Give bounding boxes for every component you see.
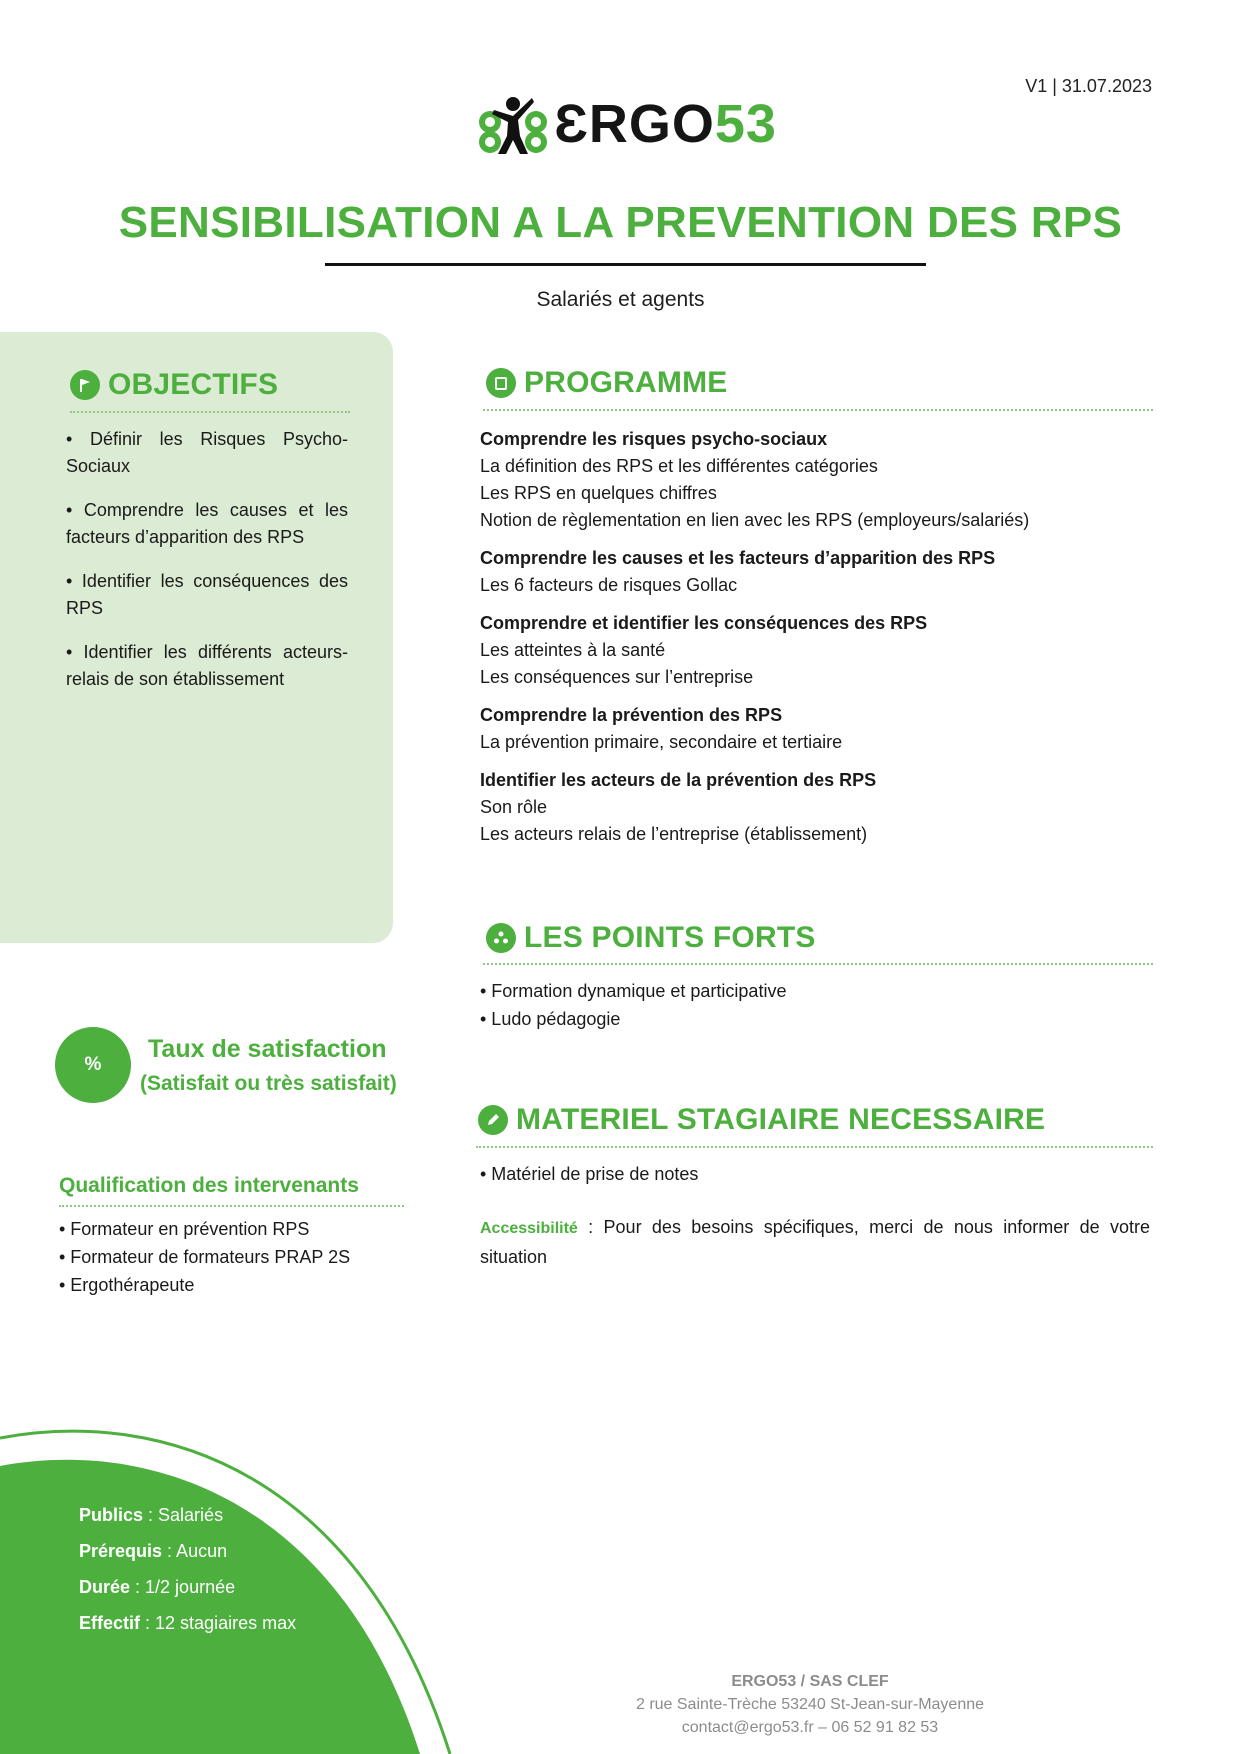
programme-block	[480, 767, 1160, 848]
programme-line: La prévention primaire, secondaire et tertiaire	[480, 732, 843, 752]
logo-wordmark: ƐRGO53	[554, 94, 777, 154]
programme-line: Les RPS en quelques chiffres	[480, 483, 717, 503]
programme-block-title: Comprendre les causes et les facteurs d’apparition des RPS	[480, 548, 996, 568]
list-item: • Identifier les conséquences des RPS	[66, 571, 348, 618]
list-item: • Ludo pédagogie	[480, 1009, 621, 1029]
qualification-heading: Qualification des intervenants	[59, 1174, 359, 1197]
list-item: • Ergothérapeute	[59, 1275, 195, 1295]
list-item: • Formateur en prévention RPS	[59, 1219, 310, 1239]
pencil-icon	[478, 1105, 508, 1135]
objectives-heading: OBJECTIFS	[70, 368, 352, 402]
qualification-list	[59, 1215, 350, 1299]
book-icon	[486, 368, 516, 398]
programme-divider	[483, 409, 1153, 411]
programme-block	[480, 545, 1160, 599]
page-title: SENSIBILISATION A LA PREVENTION DES RPS	[118, 198, 1123, 247]
list-item: • Définir les Risques Psycho-Sociaux	[66, 429, 348, 476]
footer-company: ERGO53 / SAS CLEF	[731, 1673, 889, 1690]
course-info	[79, 1497, 296, 1641]
page-subtitle: Salariés et agents	[536, 288, 705, 311]
flag-icon	[70, 370, 100, 400]
list-item: • Formation dynamique et participative	[480, 981, 787, 1001]
list-item: • Matériel de prise de notes	[480, 1164, 699, 1184]
percent-badge: %	[55, 1027, 131, 1103]
accessibility-label: Accessibilité	[480, 1220, 578, 1237]
strengths-heading: LES POINTS FORTS	[486, 921, 1156, 955]
logo-figure-icon	[476, 92, 556, 160]
group-icon	[486, 923, 516, 953]
ergo53-logo	[476, 92, 776, 160]
list-item: • Identifier les différents acteurs-relais de son établissement	[66, 642, 348, 689]
programme-block-title: Comprendre la prévention des RPS	[480, 705, 783, 725]
objectives-divider	[70, 411, 350, 413]
accessibility-note	[480, 1213, 1150, 1271]
programme-line: La définition des RPS et les différentes catégories	[480, 456, 878, 476]
material-divider	[476, 1146, 1153, 1148]
list-item: • Formateur de formateurs PRAP 2S	[59, 1247, 351, 1267]
footer-address: 2 rue Sainte-Trèche 53240 St-Jean-sur-Mayenne	[635, 1696, 985, 1713]
info-effectif: Effectif : 12 stagiaires max	[79, 1613, 297, 1633]
programme-line: Notion de règlementation en lien avec les RPS (employeurs/salariés)	[480, 510, 1030, 530]
accessibility-text: : Pour des besoins spécifiques, merci de nous informer de votre situation	[480, 1217, 1150, 1267]
info-duree: Durée : 1/2 journée	[79, 1577, 236, 1597]
material-heading: MATERIEL STAGIAIRE NECESSAIRE	[478, 1103, 1158, 1137]
version-date: V1 | 31.07.2023	[1025, 76, 1152, 96]
info-prerequis: Prérequis : Aucun	[79, 1541, 228, 1561]
satisfaction-subtitle: (Satisfait ou très satisfait)	[140, 1072, 397, 1095]
programme-line: Les 6 facteurs de risques Gollac	[480, 575, 738, 595]
programme-block	[480, 426, 1160, 534]
qualification-divider	[59, 1205, 404, 1207]
footer-contact: contact@ergo53.fr – 06 52 91 82 53	[681, 1719, 939, 1736]
programme-line: Les acteurs relais de l’entreprise (établissement)	[480, 824, 868, 844]
objectives-list	[66, 426, 348, 710]
programme-heading: PROGRAMME	[486, 366, 1156, 400]
programme-line: Son rôle	[480, 797, 548, 817]
programme-block-title: Comprendre et identifier les conséquences des RPS	[480, 613, 928, 633]
programme-block	[480, 702, 1160, 756]
programme-content	[480, 426, 1160, 859]
strengths-list	[480, 977, 786, 1033]
material-list	[480, 1160, 698, 1188]
list-item: • Comprendre les causes et les facteurs d’apparition des RPS	[66, 500, 348, 547]
programme-block-title: Identifier les acteurs de la prévention des RPS	[480, 770, 877, 790]
programme-line: Les conséquences sur l’entreprise	[480, 667, 754, 687]
programme-block	[480, 610, 1160, 691]
programme-line: Les atteintes à la santé	[480, 640, 666, 660]
programme-block-title: Comprendre les risques psycho-sociaux	[480, 429, 828, 449]
title-underline	[325, 263, 926, 266]
strengths-divider	[483, 963, 1153, 965]
satisfaction-title: Taux de satisfaction	[148, 1035, 387, 1063]
info-publics: Publics : Salariés	[79, 1505, 224, 1525]
